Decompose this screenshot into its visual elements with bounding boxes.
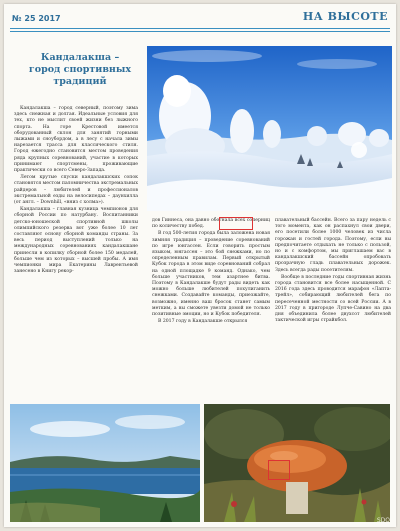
header-rule-thin — [10, 31, 390, 32]
header-rule — [10, 28, 390, 29]
watermark: SDO — [376, 517, 390, 524]
section-title: НА ВЫСОТЕ — [302, 10, 388, 23]
article-column-3: плавательный бассейн. Всего за пару недель с того момента, как он распахнул свои двери, его посетили более 1000 человек из числа горожан и гостей города. Поэтому, если вы предпочитаете отдыхать не только с пользой, но и с комфортом, мы приглашаем вас в кандалакшский бассейн опробовать прозрачную гладь плавательных дорожек. Здесь всегда рады посетителям. Вообще в последние годы спортивная жизнь города становится все более насыщенной. С 2016 года здесь проводится марафон «Лапта-трейл», собирающий любителей бега по пересеченной местности со всей России. А в 2017 году в пригороде Лупче-Савино на два дня объединила более двухсот любителей тактической игры страйкбол. — [275, 218, 391, 324]
snow-landscape-photo — [147, 46, 392, 211]
article-title: Кандалакша – город спортивных традиций — [28, 52, 132, 87]
magazine-page — [4, 4, 396, 527]
lake-photo — [10, 404, 200, 522]
issue-number: № 25 2017 — [12, 14, 61, 23]
mushroom-photo — [204, 404, 390, 522]
highlight-box — [219, 217, 253, 230]
highlight-box-photo — [268, 460, 290, 480]
article-column-2: дов Гиннеса, она давно обогнала всех соперниц по количеству побед. В год 500-летия города была заложена новая зимняя традиция – проведение соревнований по игре юнгассен. Если говорить простым языком, юнгассен – это бой снежками, но по определенным правилам. Первый открытый Кубок города в этом виде соревнований собрал на одной площадке 9 команд. Однако, чем больше участников, тем азартнее битва. Поэтому в Кандалакше будут рады видеть как можно больше любителей похулиганить снежками. Создавайте команды, приезжайте, возможно, именно ваш бросок станет самым метким, а вы сможете увезти домой не только позитивные эмоции, но и Кубок победителя. В 2017 году в Кандалакше открылся — [152, 218, 270, 325]
article-column-1: Кандалакша – город северный, поэтому зима здесь снежная и долгая. Идеальные условия для тех, кто не мыслит своей жизни без лыжного спорта. На горе Крестовой имеется оборудованный склон для занятий горными лыжами и сноубордом, а в лесу с начала зимы нарезается трасса для классического стиля. Город ежегодно становится местом проведения ряда крупных соревнований, участие в которых принимают спортсмены, проживающие практически со всего Северо-Запада. Летом крутые спуски кандалакшских сопок становятся местом паломничества экстремальных райдеров – любителей и профессионалов экстремальной езды на велосипедах – даунхилла (от англ. – Downhill, «вниз с холма»). Кандалакша – главная кузница чемпионов для сборной России по натурбану. Воспитанники детско-юношеской спортивной школы олимпийского резерва вот уже более 10 лет составляют основу сборной команды страны. За весь период выступлений только на международных соревнованиях кандалакшане принесли в копилку сборной более 150 медалей, больше чем из которых – высшей пробы. А имя чемпионки мира Екатерины Лаврентьевой занесено в Книгу рекор- — [14, 106, 138, 275]
